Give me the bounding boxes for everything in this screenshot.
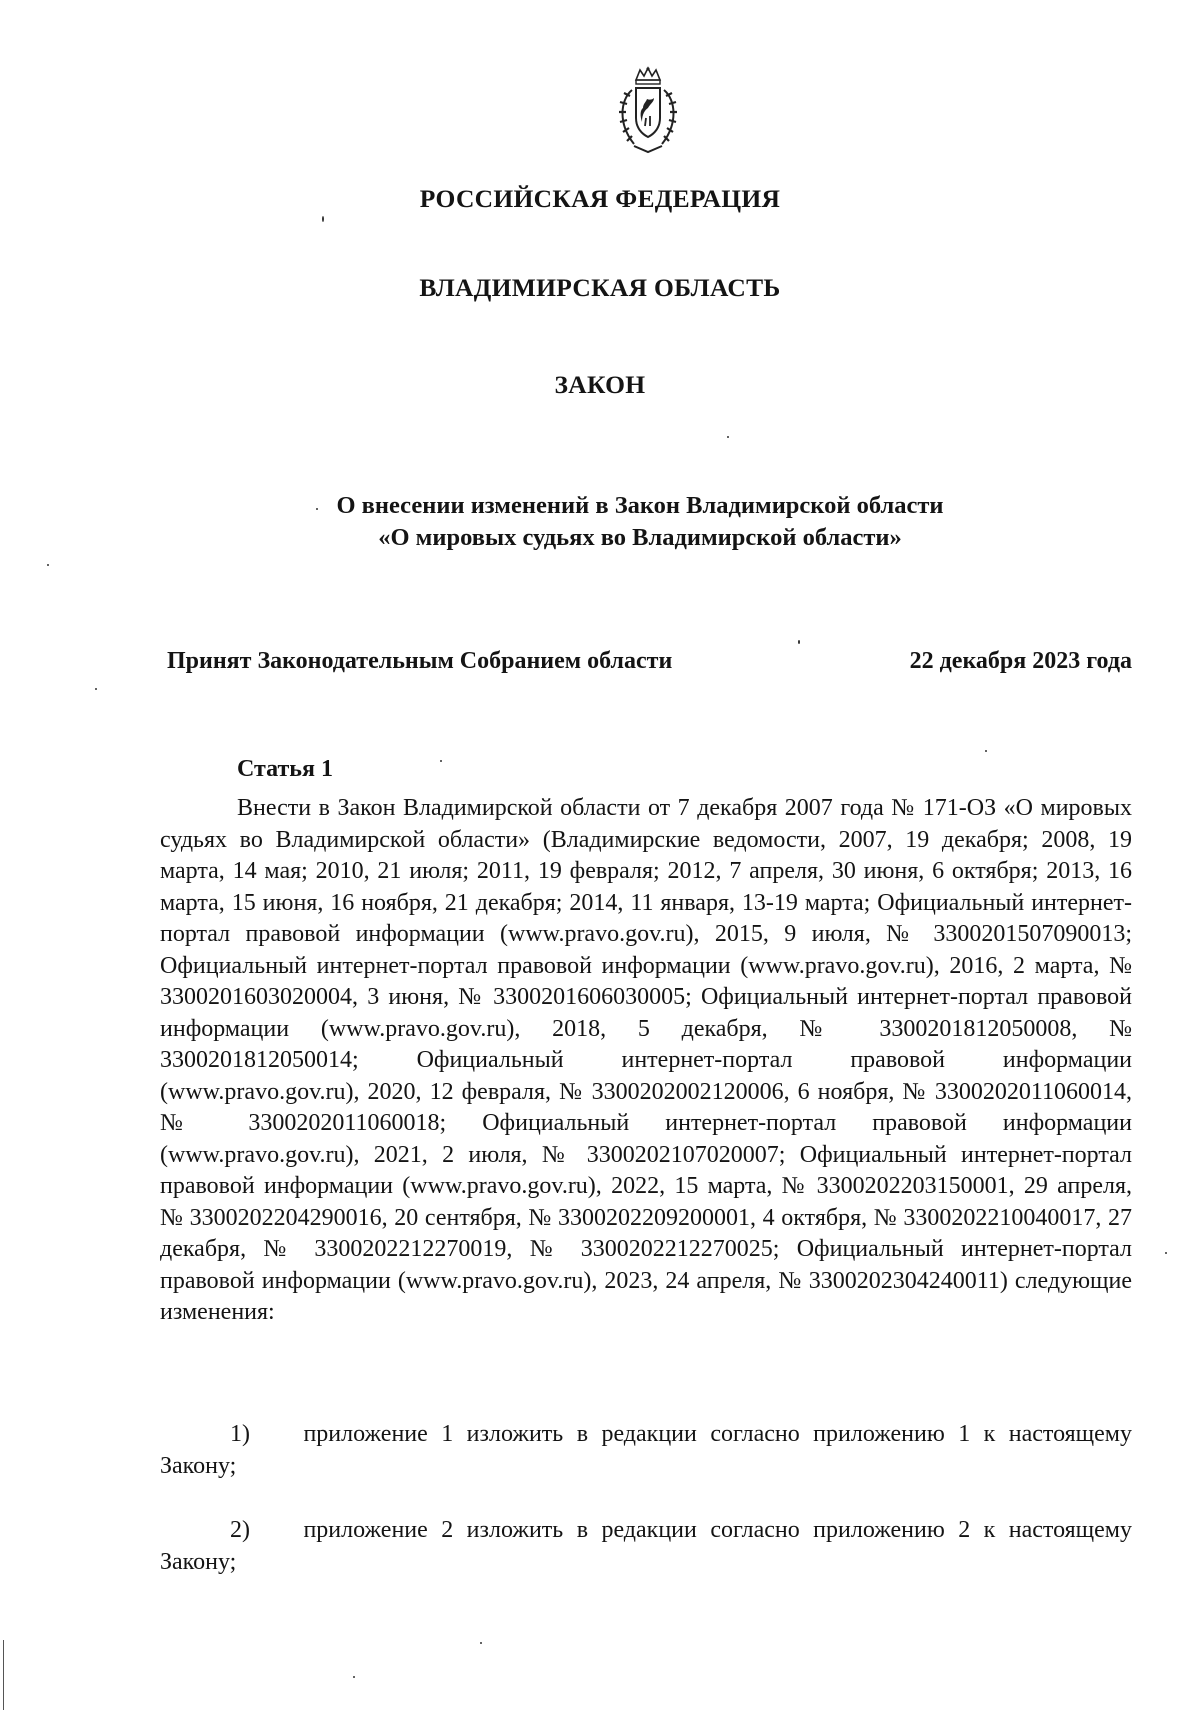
- scan-speck: [985, 750, 987, 752]
- region-heading: ВЛАДИМИРСКАЯ ОБЛАСТЬ: [419, 273, 781, 302]
- scan-speck: [480, 1642, 482, 1644]
- scan-speck: [1165, 1252, 1167, 1254]
- scan-speck: [798, 640, 800, 644]
- scan-speck: [727, 436, 729, 438]
- article-intro-paragraph: Внести в Закон Владимирской области от 7 декабря 2007 года № 171-ОЗ «О мировых судьях во Владимирской области» (Владимирские ведомости, 2007, 19 декабря; 2008, 19 марта, 14 мая; 2010, 21 июля; 2011, 19 февраля; 2012, 7 апреля, 30 июня, 6 октября; 2013, 16 марта, 15 июня, 16 ноября, 21 декабря; 2014, 11 января, 13-19 марта; Официальный интернет-портал правовой информации (www.pravo.gov.ru), 2015, 9 июля, № 3300201507090013; Официальный интернет-портал правовой информации (www.pravo.gov.ru), 2016, 2 марта, № 3300201603020004, 3 июня, № 3300201606030005; Официальный интернет-портал правовой информации (www.pravo.gov.ru), 2018, 5 декабря, № 3300201812050008, № 3300201812050014; Официальный интернет-портал правовой информации (www.pravo.gov.ru), 2020, 12 февраля, № 3300202002120006, 6 ноября, № 3300202011060014, № 3300202011060018; Официальный интернет-портал правовой информации (www.pravo.gov.ru), 2021, 2 июля, № 3300202107020007; Официальный интернет-портал правовой информации (www.pravo.gov.ru), 2022, 15 марта, № 3300202203150001, 29 апреля, № 3300202204290016, 20 сентября, № 3300202209200001, 4 октября, № 3300202210040017, 27 декабря, № 3300202212270019, № 3300202212270025; Официальный интернет-портал правовой информации (www.pravo.gov.ru), 2023, 24 апреля, № 3300202304240011) следующие изменения:: [160, 795, 1132, 1325]
- country-heading: РОССИЙСКАЯ ФЕДЕРАЦИЯ: [419, 184, 781, 213]
- list-item-number: 2): [230, 1517, 250, 1543]
- list-item: [160, 1515, 1132, 1578]
- scan-speck: [316, 508, 318, 510]
- coat-of-arms-icon: [612, 66, 684, 156]
- scan-edge-line: [3, 1640, 4, 1710]
- scan-speck: [47, 564, 49, 566]
- list-item-text: приложение 1 изложить в редакции согласно приложению 1 к настоящему Закону;: [160, 1421, 1132, 1479]
- scan-speck: [353, 1676, 355, 1678]
- law-title: О внесении изменений в Закон Владимирской области «О мировых судьях во Владимирской области»: [336, 492, 944, 551]
- scan-speck: [440, 760, 442, 762]
- scan-speck: [322, 216, 324, 222]
- scan-speck: [95, 688, 97, 690]
- list-item-number: 1): [230, 1421, 250, 1447]
- adoption-date: 22 декабря 2023 года: [909, 648, 1132, 674]
- article-heading: Статья 1: [237, 756, 333, 782]
- list-item: [160, 1419, 1132, 1482]
- list-item-text: приложение 2 изложить в редакции согласно приложению 2 к настоящему Закону;: [160, 1517, 1132, 1575]
- adopted-by: Принят Законодательным Собранием области: [167, 648, 673, 674]
- document-type-heading: ЗАКОН: [554, 370, 646, 399]
